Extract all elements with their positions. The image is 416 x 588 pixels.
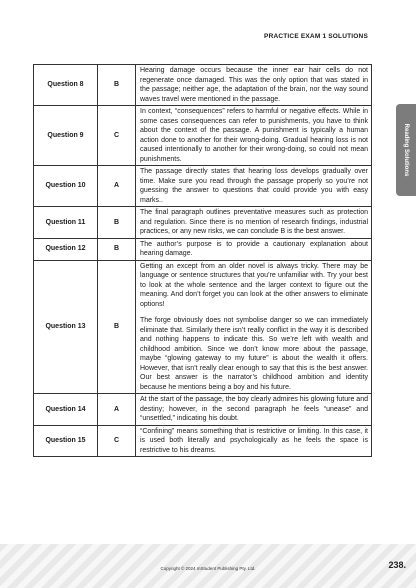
- table-row: [34, 207, 372, 239]
- explanation-paragraph: Getting an except from an older novel is always tricky. There may be language or sentence structures that you’re unfamiliar with. Try your best to look at the whole sentence and the larger context to figure out the meaning. And don’t forget you can look at the other answers to eliminate options!: [140, 262, 368, 308]
- section-side-tab: [396, 104, 416, 196]
- answer-letter: B: [98, 207, 136, 239]
- explanation-paragraph: The final paragraph outlines preventative measures such as protection and regulation. Since there is no mention of research findings, industrial practices, or any new risks, we can conclude B is the best answer.: [140, 209, 368, 235]
- explanation-paragraph: At the start of the passage, the boy clearly admires his glowing future and destiny; however, in the second paragraph he feels “unease” and “unsettled,” indicating his doubt.: [140, 396, 368, 422]
- question-number: Question 12: [34, 238, 98, 260]
- answer-letter: C: [98, 106, 136, 166]
- page-number: 238.: [388, 560, 406, 570]
- explanation-cell: [136, 166, 372, 207]
- table-row: [34, 260, 372, 394]
- explanation-cell: [136, 207, 372, 239]
- question-number: Question 14: [34, 394, 98, 426]
- explanation-paragraph: The forge obviously does not symbolise danger so we can immediately eliminate that. Similarly there isn’t really conflict in the way it is described and nothing happens to indicate this. So we’re left with wealth and childhood ambition. Since we don’t know more about the passage, maybe “glowing gateway to my future” is about the wealth it offers. However, that isn’t really clear enough to say that this is the best answer. Our best answer is the narrator’s childhood ambition and identity because he mentions being a boy and his future.: [140, 317, 368, 391]
- answer-letter: B: [98, 238, 136, 260]
- page-header-title: PRACTICE EXAM 1 SOLUTIONS: [264, 33, 368, 40]
- answer-letter: C: [98, 425, 136, 457]
- explanation-paragraph: The author’s purpose is to provide a cautionary explanation about hearing damage.: [140, 240, 368, 257]
- answer-letter: A: [98, 394, 136, 426]
- question-number: Question 15: [34, 425, 98, 457]
- answer-letter: A: [98, 166, 136, 207]
- solutions-table: [33, 64, 372, 457]
- answer-letter: B: [98, 65, 136, 106]
- question-number: Question 9: [34, 106, 98, 166]
- question-number: Question 13: [34, 260, 98, 394]
- table-row: [34, 394, 372, 426]
- table-row: [34, 106, 372, 166]
- question-number: Question 10: [34, 166, 98, 207]
- explanation-paragraph: In context, “consequences” refers to harmful or negative effects. While in some cases consequences can refer to punishments, you have to think about the context of the passage. A punishment is typically a human action done to another for their wrong-doing. Gradual hearing loss is not caused intentionally to another for their wrong-doing, so could not mean punishments.: [140, 108, 368, 163]
- table-row: [34, 238, 372, 260]
- explanation-cell: [136, 394, 372, 426]
- explanation-paragraph: The passage directly states that hearing loss develops gradually over time. Make sure you read through the passage properly so you’re not guessing the answer to questions that could provide you with easy marks..: [140, 168, 368, 204]
- question-number: Question 8: [34, 65, 98, 106]
- explanation-cell: [136, 65, 372, 106]
- explanation-paragraph: “Confining” means something that is restrictive or limiting. In this case, it is used both literally and psychologically as he feels the space is restrictive to his dreams.: [140, 427, 368, 454]
- table-row: [34, 65, 372, 106]
- explanation-cell: [136, 425, 372, 457]
- explanation-cell: [136, 260, 372, 394]
- copyright-notice: Copyright © 2024 mStudent Publishing Pty. Ltd.: [160, 566, 256, 571]
- side-tab-label: Reading Solutions: [403, 123, 409, 177]
- answer-letter: B: [98, 260, 136, 394]
- question-number: Question 11: [34, 207, 98, 239]
- explanation-cell: [136, 106, 372, 166]
- explanation-paragraph: Hearing damage occurs because the inner ear hair cells do not regenerate once damaged. This was the only option that was stated in the passage; neither age, the adaptation of the brain, nor the way sound waves travel were mentioned in the passage.: [140, 67, 368, 103]
- table-row: [34, 166, 372, 207]
- explanation-cell: [136, 238, 372, 260]
- table-row: [34, 425, 372, 457]
